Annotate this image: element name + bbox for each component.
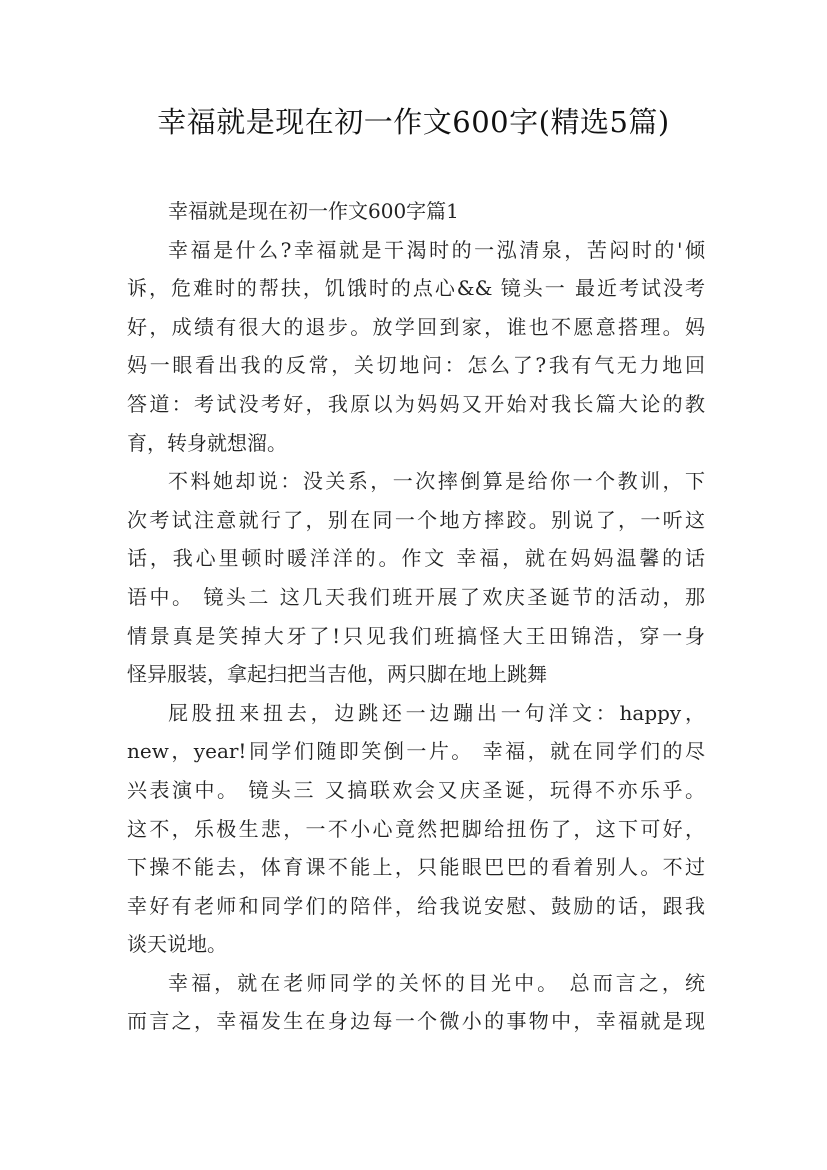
paragraph-line: 答道：考试没考好，我原以为妈妈又开始对我长篇大论的教 <box>127 391 705 416</box>
paragraph-line: 谈天说地。 <box>127 932 227 957</box>
document-title: 幸福就是现在初一作文600字(精选5篇) <box>157 105 670 139</box>
paragraph-line: 怪异服装，拿起扫把当吉他，两只脚在地上跳舞 <box>127 662 547 687</box>
paragraph-line: 好，成绩有很大的退步。放学回到家，谁也不愿意搭理。妈 <box>127 314 705 339</box>
paragraph-line: new，year!同学们随即笑倒一片。 幸福，就在同学们的尽 <box>127 739 705 764</box>
paragraph-line: 妈一眼看出我的反常，关切地问：怎么了?我有气无力地回 <box>127 353 705 378</box>
paragraph-line: 育，转身就想溜。 <box>127 430 287 455</box>
paragraph-line: 幸福是什么?幸福就是干渴时的一泓清泉，苦闷时的'倾 <box>168 237 705 262</box>
paragraph-line: 这不，乐极生悲，一不小心竟然把脚给扭伤了，这下可好， <box>127 816 705 841</box>
paragraph-line: 幸好有老师和同学们的陪伴，给我说安慰、鼓励的话，跟我 <box>127 893 705 918</box>
paragraph-line: 诉，危难时的帮扶，饥饿时的点心&& 镜头一 最近考试没考 <box>127 276 705 301</box>
paragraph-line: 情景真是笑掉大牙了!只见我们班搞怪大王田锦浩，穿一身 <box>127 623 705 648</box>
paragraph-line: 而言之，幸福发生在身边每一个微小的事物中，幸福就是现 <box>127 1009 705 1034</box>
document-body <box>127 192 705 1041</box>
paragraph-line: 次考试注意就行了，别在同一个地方摔跤。别说了，一听这 <box>127 507 705 532</box>
paragraph-line: 不料她却说：没关系，一次摔倒算是给你一个教训，下 <box>168 469 705 494</box>
paragraph-line: 下操不能去，体育课不能上，只能眼巴巴的看着别人。不过 <box>127 855 705 880</box>
paragraph-line: 话，我心里顿时暖洋洋的。作文 幸福，就在妈妈温馨的话 <box>127 546 705 571</box>
paragraph-line: 语中。 镜头二 这几天我们班开展了欢庆圣诞节的活动，那 <box>127 584 705 609</box>
paragraph-line: 兴表演中。 镜头三 又搞联欢会又庆圣诞，玩得不亦乐乎。 <box>127 777 705 802</box>
paragraph-line: 屁股扭来扭去，边跳还一边蹦出一句洋文：happy， <box>168 700 705 725</box>
section-heading: 幸福就是现在初一作文600字篇1 <box>168 199 459 223</box>
paragraph-line: 幸福，就在老师同学的关怀的目光中。 总而言之，统 <box>168 970 705 995</box>
